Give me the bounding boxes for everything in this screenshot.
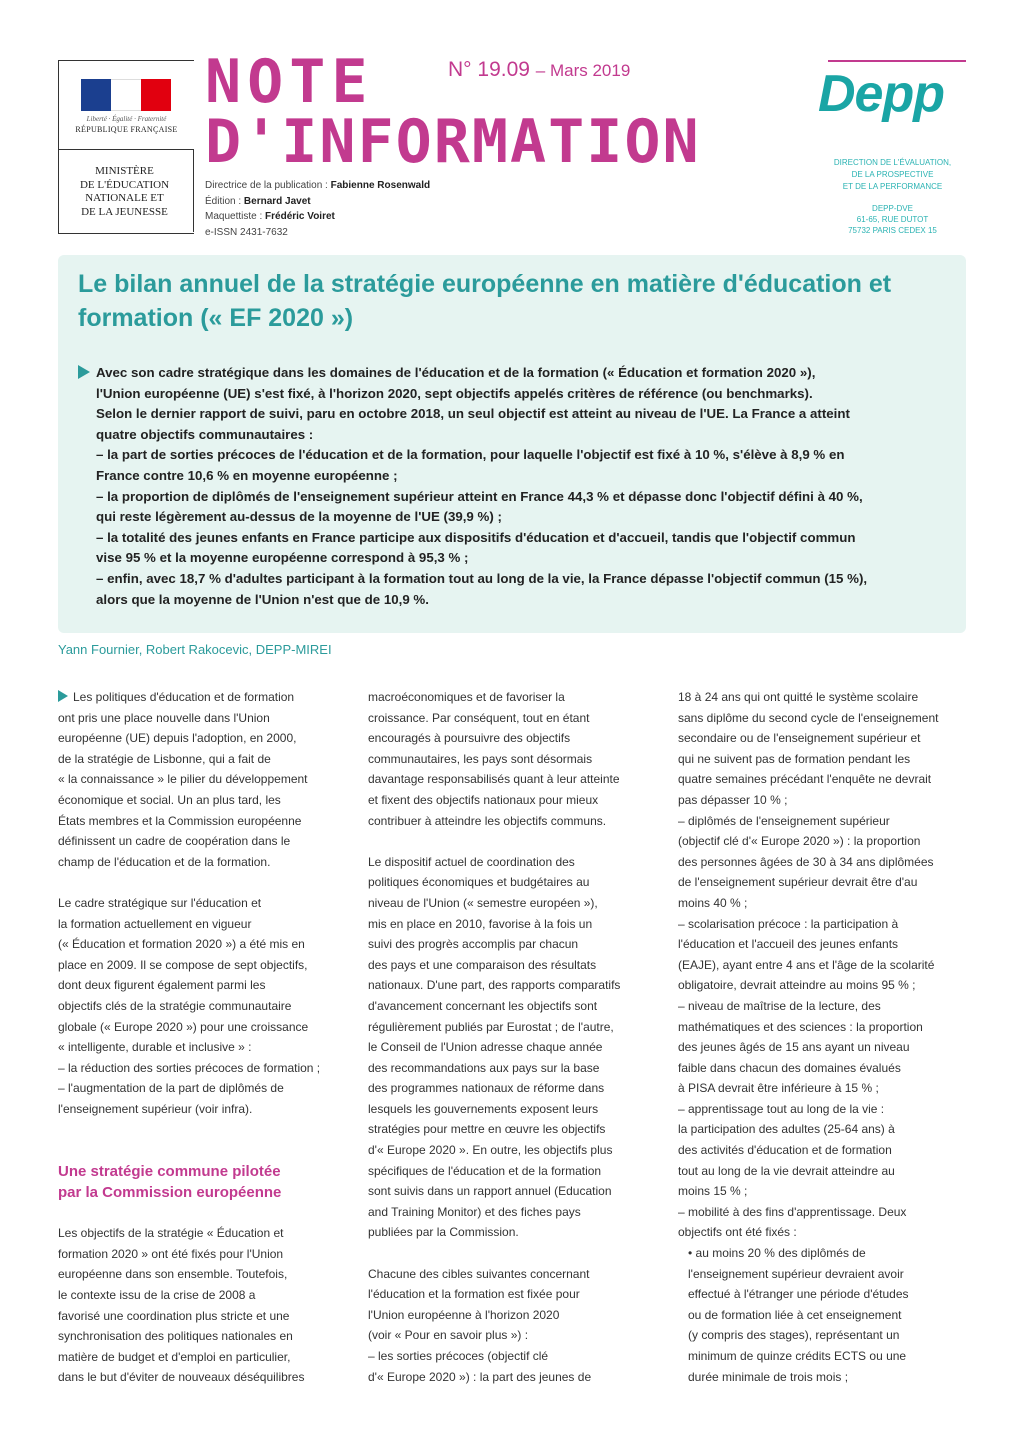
text-line: lesquels les gouvernements exposent leurs [368,1101,599,1116]
text-line: quatre semaines précédant l'enquête ne devrait [678,772,932,787]
paragraph [58,687,343,872]
text-line: macroéconomiques et de favoriser la [368,690,565,704]
page-title-line1: NOTE [205,47,374,117]
text-line: – la réduction des sorties précoces de formation ; [58,1060,321,1075]
text-line: qui ne suivent pas de formation pendant les [678,751,911,766]
text-line: « intelligente, durable et inclusive » : [58,1040,252,1055]
arrow-icon [78,365,90,379]
text-line: à PISA devrait être inférieure à 15 % ; [678,1081,879,1096]
text-line: États membres et la Commission européenne [58,813,302,828]
depp-logo: Depp [818,65,944,123]
text-line: tout au long de la vie devrait atteindre au [678,1163,895,1178]
text-line: suivi des progrès accomplis par chacun [368,937,579,952]
text-line: – mobilité à des fins d'apprentissage. Deux [678,1204,907,1219]
text-line: d'avancement concernant les objectifs sont [368,998,598,1013]
credit-line: Édition : Bernard Javet [205,195,311,207]
text-line: obligatoire, devrait atteindre au moins 95 % ; [678,978,916,993]
text-line: dans le but d'éviter de nouveaux déséquilibres [58,1370,305,1385]
summary-line: qui reste légèrement au-dessus de la moyenne de l'UE (39,9 %) ; [96,509,502,525]
text-line: dont deux figurent également parmi les [58,978,266,993]
french-flag-icon [81,79,171,111]
text-line: la participation des adultes (25-64 ans) à [678,1122,895,1137]
text-line: sans diplôme du second cycle de l'enseignement [678,710,939,725]
credit-line: e-ISSN 2431-7632 [205,226,288,238]
text-line: formation 2020 » ont été fixés pour l'Union [58,1246,284,1261]
credit-line: Directrice de la publication : Fabienne Rosenwald [205,180,431,191]
text-line: l'enseignement supérieur devraient avoir [688,1266,904,1281]
article-title: Le bilan annuel de la stratégie européenne en matière d'éducation et formation (« EF 2020 ») [78,270,892,332]
text-line: secondaire ou de l'enseignement supérieur et [678,731,921,746]
paragraph [58,1223,343,1388]
ministry-divider [193,150,194,232]
text-line: politiques économiques et budgétaires au [368,875,590,890]
summary-line: Selon le dernier rapport de suivi, paru en octobre 2018, un seul objectif est atteint au niveau de l'UE. La France a atteint [96,406,850,422]
text-line: de la stratégie de Lisbonne, qui a fait de [58,751,271,766]
text-line: nationaux. D'une part, des rapports comparatifs [368,978,621,993]
summary-line: – la proportion de diplômés de l'enseignement supérieur atteint en France 44,3 % et dépasse donc l'objectif défini à 40 %, [96,488,863,504]
text-line: pas dépasser 10 % ; [678,792,788,807]
text-line: l'Union européenne à l'horizon 2020 [368,1307,560,1322]
text-line: – diplômés de l'enseignement supérieur [678,813,890,828]
text-line: moins 40 % ; [678,895,748,910]
text-line: champ de l'éducation et de la formation. [58,854,271,869]
text-line: des jeunes âgés de 15 ans ayant un niveau [678,1040,910,1055]
issue-date: – Mars 2019 [535,61,631,80]
text-line: des pays et une comparaison des résultats [368,957,597,972]
text-line: encouragés à poursuivre des objectifs [368,731,571,746]
depp-address: DEPP-DVE 61-65, RUE DUTOT 75732 PARIS CEDEX 15 [848,204,937,235]
summary-line: – enfin, avec 18,7 % d'adultes participant à la formation tout au long de la vie, la France dépasse l'objectif commun (15 %), [96,570,868,586]
text-line: régulièrement publiés par Eurostat ; de l'autre, [368,1019,614,1034]
ministry-name: MINISTÈRE DE L'ÉDUCATION NATIONALE ET DE LA JEUNESSE [79,165,170,218]
text-line: la formation actuellement en vigueur [58,916,252,931]
text-line: contribuer à atteindre les objectifs communs. [368,813,607,828]
summary-line: France contre 10,6 % en moyenne européenne ; [96,467,398,483]
text-line: mis en place en 2010, favorise à la fois un [368,916,593,931]
text-line: (voir « Pour en savoir plus ») : [368,1328,529,1343]
text-line: « la connaissance » le pilier du développement [58,772,308,787]
text-line: sont suivis dans un rapport annuel (Education [368,1184,612,1199]
text-line: croissance. Par conséquent, tout en étant [368,710,590,725]
publication-credits [205,178,430,240]
text-line: (EAJE), ayant entre 4 ans et l'âge de la scolarité [678,957,935,972]
text-line: spécifiques de l'éducation et de la formation [368,1163,602,1178]
text-line: and Training Monitor) et des fiches pays [368,1204,581,1219]
text-line: des personnes âgées de 30 à 34 ans diplômées [678,854,934,869]
summary-line: alors que la moyenne de l'Union n'est que de 10,9 %. [96,591,429,607]
text-line: Les politiques d'éducation et de formation [58,687,343,708]
text-line: Le cadre stratégique sur l'éducation et [58,895,262,910]
text-line: l'enseignement supérieur (voir infra). [58,1101,253,1116]
summary-body [96,363,946,610]
column-3 [678,687,968,1387]
text-line: définissent un cadre de coopération dans le [58,834,291,849]
paragraph [368,687,658,831]
summary-line: – la part de sorties précoces de l'éducation et de la formation, pour laquelle l'objectif est fixé à 10 %, s'élève à 8,9 % en [96,447,845,463]
text-line: par la Commission européenne [58,1183,282,1201]
summary-line: quatre objectifs communautaires : [96,426,314,442]
text-line: – scolarisation précoce : la participation à [678,916,899,931]
text-line: niveau de l'Union (« semestre européen »), [368,895,598,910]
text-line: des recommandations aux pays sur la base [368,1060,600,1075]
summary-box [58,255,966,633]
text-line: globale (« Europe 2020 ») pour une croissance [58,1019,309,1034]
authors: Yann Fournier, Robert Rakocevic, DEPP-MIREI [58,642,332,657]
summary-line: vise 95 % et la moyenne européenne correspond à 95,3 % ; [96,550,469,566]
text-line: l'éducation et la formation est fixée pour [368,1287,580,1302]
text-line: effectué à l'étranger une période d'études [688,1287,909,1302]
text-line: le contexte issu de la crise de 2008 a [58,1288,256,1303]
text-line: stratégies pour mettre en œuvre les objectifs [368,1122,606,1137]
text-line: Une stratégie commune pilotée [58,1162,281,1180]
text-line: de l'enseignement supérieur devrait être d'au [678,875,918,890]
text-line: matière de budget et d'emploi en particulier, [58,1349,291,1364]
bullet-paragraph [678,1243,968,1387]
paragraph [368,852,658,1243]
paragraph [368,1264,658,1388]
text-line: des programmes nationaux de réforme dans [368,1081,605,1096]
text-line: (y compris des stages), représentant un [688,1328,900,1343]
arrow-icon [58,690,68,702]
text-line: favorisé une coordination plus stricte et une [58,1308,290,1323]
column-1 [58,687,343,1388]
text-line: ont pris une place nouvelle dans l'Union [58,710,270,725]
text-line: 18 à 24 ans qui ont quitté le système scolaire [678,690,919,704]
text-line: Les objectifs de la stratégie « Éducation et [58,1226,284,1241]
text-line: mathématiques et des sciences : la proportion [678,1019,923,1034]
column-2 [368,687,658,1387]
depp-rule [828,60,966,62]
text-line: (« Éducation et formation 2020 ») a été mis en [58,937,305,952]
section-heading [58,1161,343,1203]
text-line: – niveau de maîtrise de la lecture, des [678,998,881,1013]
republic-motto: Liberté · Égalité · Fraternité [86,115,167,123]
issue-info [448,58,630,82]
text-line: d'« Europe 2020 ». En outre, les objectifs plus [368,1143,613,1158]
credit-line: Maquettiste : Frédéric Voiret [205,211,335,222]
text-line: européenne (UE) depuis l'adoption, en 2000, [58,731,297,746]
text-line: (objectif clé d'« Europe 2020 ») : la proportion [678,834,921,849]
text-line: minimum de quinze crédits ECTS ou une [688,1349,907,1363]
text-line: – les sorties précoces (objectif clé [368,1349,549,1363]
text-line: durée minimale de trois mois ; [688,1369,849,1384]
text-line: Chacune des cibles suivantes concernant [368,1266,590,1281]
text-line: l'éducation et l'accueil des jeunes enfants [678,937,899,952]
text-line: le Conseil de l'Union adresse chaque année [368,1040,603,1055]
text-line: objectifs clés de la stratégie communautaire [58,998,292,1013]
text-line: européenne dans son ensemble. Toutefois, [58,1267,288,1282]
text-line: communautaires, les pays sont désormais [368,751,593,766]
summary-line: – la totalité des jeunes enfants en France participe aux dispositifs d'éducation et d'accueil, tandis que l'objectif commun [96,529,856,545]
paragraph [58,893,343,1120]
text-line: synchronisation des politiques nationales en [58,1329,293,1344]
text-line: économique et social. Un an plus tard, les [58,792,281,807]
text-line: publiées par la Commission. [368,1225,519,1240]
text-line: et fixent des objectifs nationaux pour mieux [368,792,599,807]
text-line: – apprentissage tout au long de la vie : [678,1101,885,1116]
text-line: d'« Europe 2020 ») : la part des jeunes de [368,1369,592,1384]
republic-name: RÉPUBLIQUE FRANÇAISE [75,125,178,134]
paragraph [678,687,968,1243]
summary-line: l'Union européenne (UE) s'est fixé, à l'horizon 2020, sept objectifs appelés critères de référence (ou benchmarks). [96,385,813,401]
text-line: – l'augmentation de la part de diplômés de [58,1081,284,1096]
text-line: Le dispositif actuel de coordination des [368,854,575,869]
text-line: ou de formation liée à cet enseignement [688,1307,902,1322]
depp-subtitle: DIRECTION DE L'ÉVALUATION, DE LA PROSPECTIVE ET DE LA PERFORMANCE [833,158,952,191]
text-line: des activités d'éducation et de formation [678,1143,892,1158]
text-line: objectifs ont été fixés : [678,1225,797,1240]
text-line: davantage responsabilisés quant à leur atteinte [368,772,620,787]
ministry-logo-block [58,60,194,234]
text-line: place en 2009. Il se compose de sept objectifs, [58,957,308,972]
page-title-line2: D'INFORMATION [205,107,701,177]
issue-number: N° 19.09 [448,58,530,81]
text-line: faible dans chacun des domaines évalués [678,1060,901,1075]
text-line: • au moins 20 % des diplômés de [688,1246,866,1261]
text-line: moins 15 % ; [678,1184,748,1199]
summary-line: Avec son cadre stratégique dans les domaines de l'éducation et de la formation (« Éducation et formation 2020 »), [96,365,816,380]
